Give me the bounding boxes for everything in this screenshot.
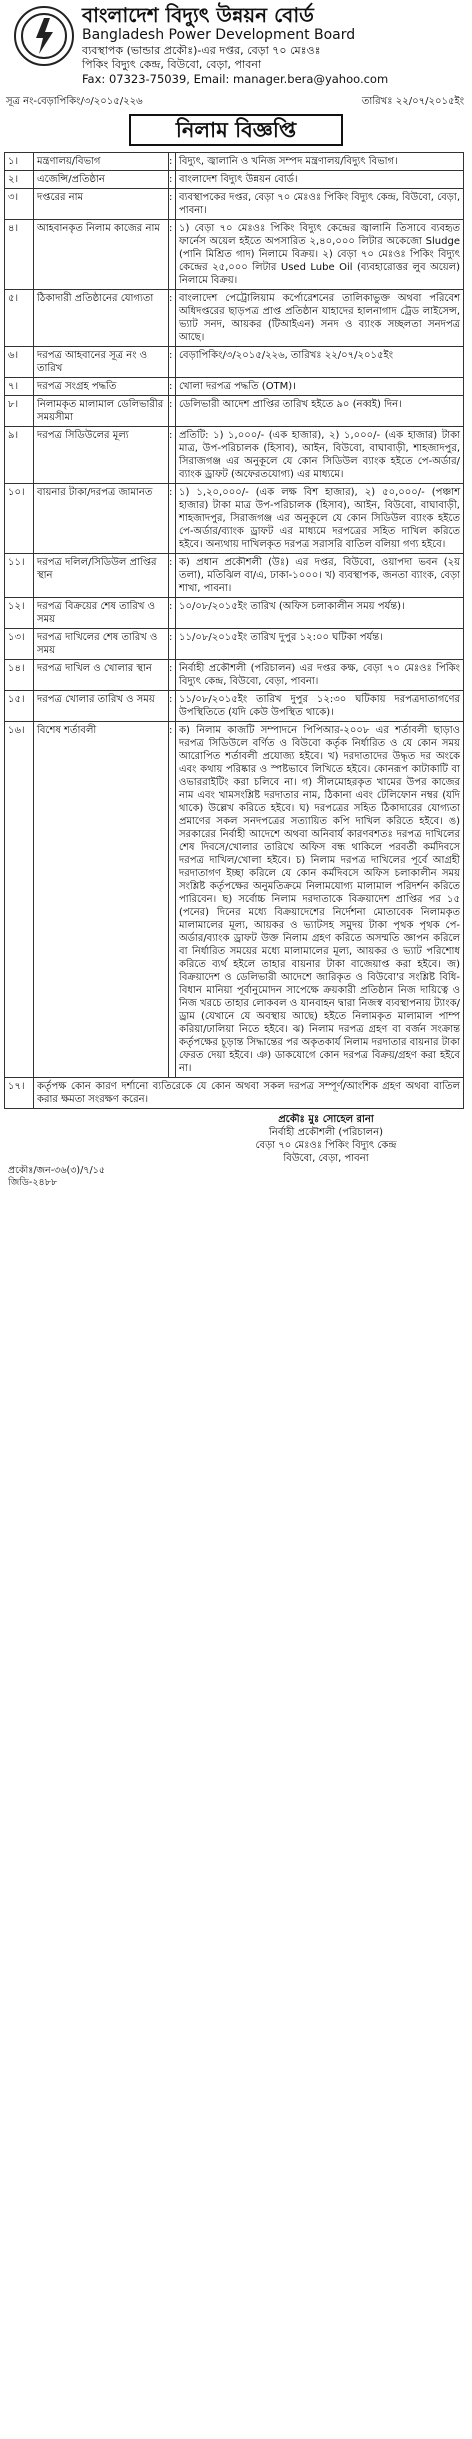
row-colon: :: [169, 290, 176, 347]
table-row: [5, 171, 464, 189]
row-value: বিদ্যুৎ, জ্বালানি ও খনিজ সম্পদ মন্ত্রণালয়/বিদ্যুৎ বিভাগ।: [176, 153, 464, 171]
table-row: [5, 189, 464, 220]
row-colon: :: [169, 378, 176, 396]
row-serial: ২।: [5, 171, 34, 189]
org-title-en: Bangladesh Power Development Board: [82, 27, 356, 43]
row-serial: ৬।: [5, 347, 34, 378]
row-colon: :: [169, 153, 176, 171]
row-colon: :: [169, 691, 176, 722]
table-row: [5, 629, 464, 660]
table-row: [5, 484, 464, 554]
row-value: নির্বাহী প্রকৌশলী (পরিচালন) এর দপ্তর কক্ষ, বেড়া ৭০ মেঃওঃ পিকিং বিদ্যুৎ কেন্দ্র, বিউবো, বেড়া, পাবনা।: [176, 660, 464, 691]
header: [4, 0, 468, 107]
row-value: ব্যবস্থাপকের দপ্তর, বেড়া ৭০ মেঃওঃ পিকিং বিদ্যুৎ কেন্দ্র, বিউবো, বেড়া, পাবনা।: [176, 189, 464, 220]
row-colon: :: [169, 554, 176, 598]
bpdb-logo-icon: [14, 6, 74, 66]
row-serial: ১।: [5, 153, 34, 171]
table-row: [5, 347, 464, 378]
address-line-1: ব্যবস্থাপক (ভান্ডার প্রকৌঃ)-এর দপ্তর, বেড়া ৭০ মেঃওঃ: [82, 44, 321, 57]
row-serial: ১৬।: [5, 722, 34, 1078]
notice-page: [4, 0, 468, 2439]
row-value: প্রতিটি: ১) ১,০০০/- (এক হাজার), ২) ১,০০০/- (এক হাজার) টাকা মাত্র, উপ-পরিচালক (হিসাব), আইন, বিউবো, বাঘাবাড়ী, শাহজাদপুর, সিরাজগঞ্জ এর অনুকূলে যে কোন সিডিউল ব্যাংক হইতে পে-অর্ডার/ব্যাংক ড্রাফট (অফেরতযোগ্য) এর মাধ্যমে।: [176, 427, 464, 484]
table-row: [5, 220, 464, 290]
row-label: দরপত্র দাখিলের শেষ তারিখ ও সময়: [34, 629, 169, 660]
row-label: দরপত্র দাখিল ও খোলার স্থান: [34, 660, 169, 691]
signer-name: প্রকৌঃ মুঃ সোহেল রানা: [278, 1114, 374, 1125]
row-serial: ১৫।: [5, 691, 34, 722]
signer-place: বিউবো, বেড়া, পাবনা: [283, 1153, 369, 1164]
table-row: [5, 396, 464, 427]
row-value: খোলা দরপত্র পদ্ধতি (OTM)।: [176, 378, 464, 396]
row-value: ১০/০৮/২০১৫ইং তারিখ (অফিস চলাকালীন সময় পর্যন্ত)।: [176, 598, 464, 629]
row-serial: ৭।: [5, 378, 34, 396]
row-label: বায়নার টাকা/দরপত্র জামানত: [34, 484, 169, 554]
row-label: আহবানকৃত নিলাম কাজের নাম: [34, 220, 169, 290]
row-value: ক) প্রধান প্রকৌশলী (উঃ) এর দপ্তর, বিউবো, ওয়াপদা ভবন (২য় তলা), মতিঝিল বা/এ, ঢাকা-১০০০। খ) ব্যবস্থাপক, জনতা ব্যাংক, বেড়া শাখা, পাবনা।: [176, 554, 464, 598]
notice-table: [4, 152, 464, 1109]
table-row: [5, 153, 464, 171]
memo-date: তারিখঃ ২২/০৭/২০১৫ইং: [361, 96, 464, 107]
footer-refs: [8, 1165, 468, 1189]
row-value: ক) নিলাম কাজটি সম্পাদনে পিপিআর-২০০৮ এর শর্তাবলী ছাড়াও দরপত্র সিডিউলে বর্ণিত ও বিউবো কর্তৃক নির্ধারিত ও যে কোন সময় আরোপিত শর্তাবলী প্রযোজ্য হইবে। খ) দরদাতাদের উদ্ধৃত দর অংকে এবং কথায় পরিষ্কার ও স্পষ্টভাবে লিখিতে হইবে। কোনরূপ কাটাকাটি বা ওভাররাইটিং করা চলিবে না। গ) সীলমোহরকৃত খামের উপর কাজের নাম এবং খামসংশ্লিষ্ট দরদাতার নাম, ঠিকানা এবং টেলিফোন নম্বর (যদি থাকে) উল্লেখ করিতে হইবে। ঘ) দরপত্রের সহিত ঠিকাদারের যোগ্যতা প্রমাণের সকল সনদপত্রের সত্যায়িত কপি দাখিল করিতে হইবে। ঙ) সরকারের নির্বাহী আদেশে অথবা অনিবার্য কারণবশতঃ দরপত্র দাখিলের শেষ দিবসে/খোলার তারিখে অফিস বন্ধ থাকিলে পরবর্তী কর্মদিবসে দরপত্র দাখিল/খোলা হইবে। চ) নিলাম দরপত্র দাখিলের পূর্বে আগ্রহী দরদাতাগণ ইচ্ছা করিলে যে কোন কর্মদিবসে অফিস চলাকালীন সময় সংশ্লিষ্ট কর্তৃপক্ষের অনুমতিক্রমে নিলামযোগ্য মালামাল পরিদর্শন করিতে পারিবেন। ছ) সর্বোচ্চ নিলাম দরদাতাকে বিক্রয়াদেশ প্রাপ্তির পর ১৫ (পনের) দিনের মধ্যে বিক্রয়াদেশের নির্দেশনা মোতাবেক নিলামকৃত মালামালের মূল্য, আয়কর ও ভ্যাটসহ সমুদয় টাকা পৃথক পৃথক পে-অর্ডার/ব্যাংক ড্রাফট উক্ত নিলাম গ্রহণ করিতে অসম্মতি জ্ঞাপন করিলে বা নির্ধারিত সময়ের মধ্যে মালামালের মূল্য, আয়কর ও ভ্যাট পরিশোধ করিতে ব্যর্থ হইলে তাহার বায়নার টাকা বাজেয়াপ্ত করা হইবে। জ) বিক্রয়াদেশ ও ডেলিভারী আদেশে জারিকৃত ও বিউবো'র সংশ্লিষ্ট বিধি-বিধান মানিয়া পূর্বানুমোদন সাপেক্ষে ক্রয়কারী প্রতিষ্ঠান নিজ দায়িত্বে ও নিজ খরচে তাহার লোকবল ও যানবাহন দ্বারা নিজস্ব ব্যবস্থাপনায় ট্যাংক/ড্রাম (যেখানে যে অবস্থায় আছে) হইতে নিলামকৃত মালামাল পাম্প করিয়া/ঢালিয়া নিতে হইবে। ঝ) নিলাম দরপত্র গ্রহণ বা বর্জন সংক্রান্ত কর্তৃপক্ষের চূড়ান্ত সিদ্ধান্তের পর অকৃতকার্য নিলাম দরদাতার বায়নার টাকা ফেরত দেয়া হইবে। ঞ) ডাকযোগে কোন দরপত্র বিক্রয়/গ্রহণ করা হইবে না।: [176, 722, 464, 1078]
row-label: দরপত্র খোলার তারিখ ও সময়: [34, 691, 169, 722]
memo-number: সূত্র নং-বেড়াপিকিং/৩/২০১৫/২২৬: [6, 96, 143, 107]
row-value: ১) ১,২০,০০০/- (এক লক্ষ বিশ হাজার), ২) ৫০,০০০/- (পঞ্চাশ হাজার) টাকা মাত্র উপ-পরিচালক (হিসাব), আইন, বিউবো, বাঘাবাড়ী, শাহজাদপুর, সিরাজগঞ্জ এর অনুকূলে যে কোন সিডিউল ব্যাংক হইতে পে-অর্ডার/ব্যাংক ড্রাফট এর মাধ্যমে দরপত্রের সহিত দাখিল করিতে হইবে। অন্যথায় দাখিলকৃত দরপত্র সরাসরি বাতিল বলিয়া গণ্য হইবে।: [176, 484, 464, 554]
table-row: [5, 722, 464, 1078]
row-colon: :: [169, 396, 176, 427]
row-label: দরপত্র দলিল/সিডিউল প্রাপ্তির স্থান: [34, 554, 169, 598]
table-row: [5, 427, 464, 484]
row-colon: :: [169, 629, 176, 660]
row-colon: :: [169, 598, 176, 629]
row-label: দরপত্র আহবানের সূত্র নং ও তারিখ: [34, 347, 169, 378]
row-value: বাংলাদেশ বিদ্যুৎ উন্নয়ন বোর্ড।: [176, 171, 464, 189]
row-colon: :: [169, 171, 176, 189]
table-row: [5, 691, 464, 722]
row-colon: :: [169, 660, 176, 691]
row-serial: ১১।: [5, 554, 34, 598]
table-row: [5, 598, 464, 629]
row-value: ডেলিভারী আদেশ প্রাপ্তির তারিখ হইতে ৯০ (নব্বই) দিন।: [176, 396, 464, 427]
row-serial: ৩।: [5, 189, 34, 220]
org-title-bn: বাংলাদেশ বিদ্যুৎ উন্নয়ন বোর্ড: [82, 3, 314, 27]
row-value: ১) বেড়া ৭০ মেঃওঃ পিকিং বিদ্যুৎ কেন্দ্রের জ্বালানি তিসাবে ব্যবহৃত ফার্নেস অয়েল হইতে অপসারিত ২,৪০,০০০ লিটার অকেজো Sludge (পানি মিশ্রিত গাদ) নিলামে বিক্রয়। ২) বেড়া ৭০ মেঃওঃ পিকিং বিদ্যুৎ কেন্দ্রের ২৫,০০০ লিটার Used Lube Oil (ব্যবহারোত্তর লুব অয়েল) নিলামে বিক্রয়।: [176, 220, 464, 290]
row-label: দরপত্র সিডিউলের মূল্য: [34, 427, 169, 484]
row-colon: :: [169, 220, 176, 290]
table-row: [5, 290, 464, 347]
row-serial: ৪।: [5, 220, 34, 290]
row-colon: :: [169, 347, 176, 378]
row-label: এজেন্সি/প্রতিষ্ঠান: [34, 171, 169, 189]
fax-email: Fax: 07323-75039, Email: manager.bera@yahoo.com: [82, 72, 389, 86]
table-row: [5, 554, 464, 598]
row-serial: ১০।: [5, 484, 34, 554]
row-colon: :: [169, 427, 176, 484]
row-serial: ৮।: [5, 396, 34, 427]
row-colon: :: [169, 484, 176, 554]
table-row: [5, 1078, 464, 1109]
address-line-2: পিকিং বিদ্যুৎ কেন্দ্র, বিউবো, বেড়া, পাবনা: [82, 58, 262, 71]
memo-line: [6, 94, 464, 111]
row-serial: ১৪।: [5, 660, 34, 691]
row-colon: :: [169, 189, 176, 220]
signer-org: বেড়া ৭০ মেঃওঃ পিকিং বিদ্যুৎ কেন্দ্র: [255, 1140, 397, 1151]
row-value: ১১/০৮/২০১৫ইং তারিখ দুপুর ১২:৩০ ঘটিকায় দরপত্রদাতাগণের উপস্থিতিতে (যদি কেউ উপস্থিত থাকে)।: [176, 691, 464, 722]
row-serial: ১৭।: [5, 1078, 34, 1109]
row-label: মন্ত্রণালয়/বিভাগ: [34, 153, 169, 171]
footer-ref-2: জিডি-২৪৮৮: [8, 1177, 58, 1188]
row-label: দপ্তরের নাম: [34, 189, 169, 220]
row-serial: ৫।: [5, 290, 34, 347]
notice-headline: নিলাম বিজ্ঞপ্তি: [129, 114, 343, 146]
row-serial: ১২।: [5, 598, 34, 629]
row-value: বেড়াপিকিং/৩/২০১৫/২২৬, তারিখঃ ২২/০৭/২০১৫ইং: [176, 347, 464, 378]
table-row: [5, 660, 464, 691]
row-value: বাংলাদেশ পেট্রোলিয়াম কর্পোরেশনের তালিকাভুক্ত অথবা পরিবেশ অধিদপ্তরের ছাড়পত্র প্রাপ্ত প্রতিষ্ঠান যাহাদের হালনাগাদ ট্রেড লাইসেন্স, ভ্যাট সনদ, আয়কর (টিআইএন) সনদ ও ব্যাংক সচ্ছলতা সনদপত্র আছে।: [176, 290, 464, 347]
row-label: দরপত্র সংগ্রহ পদ্ধতি: [34, 378, 169, 396]
row-label: ঠিকাদারী প্রতিষ্ঠানের যোগ্যতা: [34, 290, 169, 347]
row-value: ১১/০৮/২০১৫ইং তারিখ দুপুর ১২:০০ ঘটিকা পর্যন্ত।: [176, 629, 464, 660]
row-label: দরপত্র বিক্রয়ের শেষ তারিখ ও সময়: [34, 598, 169, 629]
signature-block: [184, 1113, 468, 1165]
row-serial: ১৩।: [5, 629, 34, 660]
footer-ref-1: প্রকৌঃ/জন-৩৬(৩)/৭/১৫: [8, 1165, 105, 1176]
row-label: কর্তৃপক্ষ কোন কারণ দর্শানো ব্যতিরেকে যে কোন অথবা সকল দরপত্র সম্পূর্ণ/আংশিক গ্রহণ অথবা বাতিল করার ক্ষমতা সংরক্ষণ করেন।: [34, 1078, 464, 1109]
row-label: বিশেষ শর্তাবলী: [34, 722, 169, 1078]
row-colon: :: [169, 722, 176, 1078]
signer-title: নির্বাহী প্রকৌশলী (পরিচালন): [268, 1127, 383, 1138]
row-label: নিলামকৃত মালামাল ডেলিভারীর সময়সীমা: [34, 396, 169, 427]
row-serial: ৯।: [5, 427, 34, 484]
table-row: [5, 378, 464, 396]
